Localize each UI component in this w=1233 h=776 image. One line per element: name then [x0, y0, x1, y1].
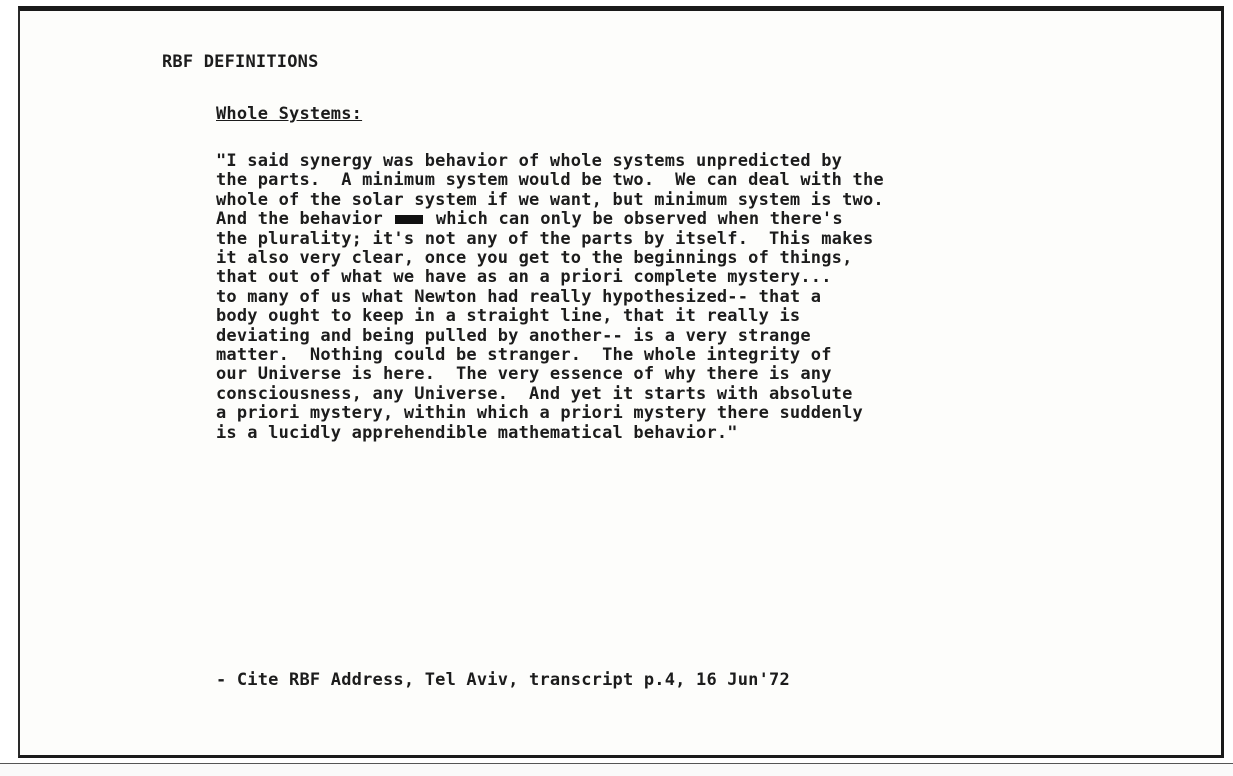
quote-line: the parts. A minimum system would be two. We can deal with the	[216, 170, 884, 191]
quote-line: is a lucidly apprehendible mathematical behavior."	[216, 422, 738, 443]
quote-line: it also very clear, once you get to the beginnings of things,	[216, 248, 853, 269]
section-heading: Whole Systems:	[216, 104, 363, 124]
quote-line: consciousness, any Universe. And yet it starts with absolute	[216, 383, 853, 404]
quote-line: matter. Nothing could be stranger. The whole integrity of	[216, 345, 832, 366]
document-header: RBF DEFINITIONS	[162, 52, 319, 72]
quote-block	[216, 152, 1116, 443]
quote-line-part: And the behavior	[216, 209, 383, 230]
quote-line: "I said synergy was behavior of whole systems unpredicted by	[216, 151, 843, 171]
quote-line: the plurality; it's not any of the parts by itself. This makes	[216, 228, 874, 249]
quote-line: that out of what we have as an a priori complete mystery...	[216, 267, 832, 288]
redaction-mark	[395, 215, 423, 224]
quote-line: our Universe is here. The very essence of why there is any	[216, 364, 832, 385]
quote-line: to many of us what Newton had really hypothesized-- that a	[216, 286, 822, 307]
quote-line: body ought to keep in a straight line, that it really is	[216, 306, 801, 327]
next-card-edge	[0, 763, 1233, 776]
quote-line-redacted	[216, 210, 1116, 229]
quote-line: whole of the solar system if we want, but minimum system is two.	[216, 189, 884, 210]
quote-line: a priori mystery, within which a priori mystery there suddenly	[216, 403, 863, 424]
quote-line-part: which can only be observed when there's	[435, 209, 843, 230]
citation: - Cite RBF Address, Tel Aviv, transcript p.4, 16 Jun'72	[216, 670, 790, 690]
quote-line: deviating and being pulled by another-- is a very strange	[216, 325, 811, 346]
